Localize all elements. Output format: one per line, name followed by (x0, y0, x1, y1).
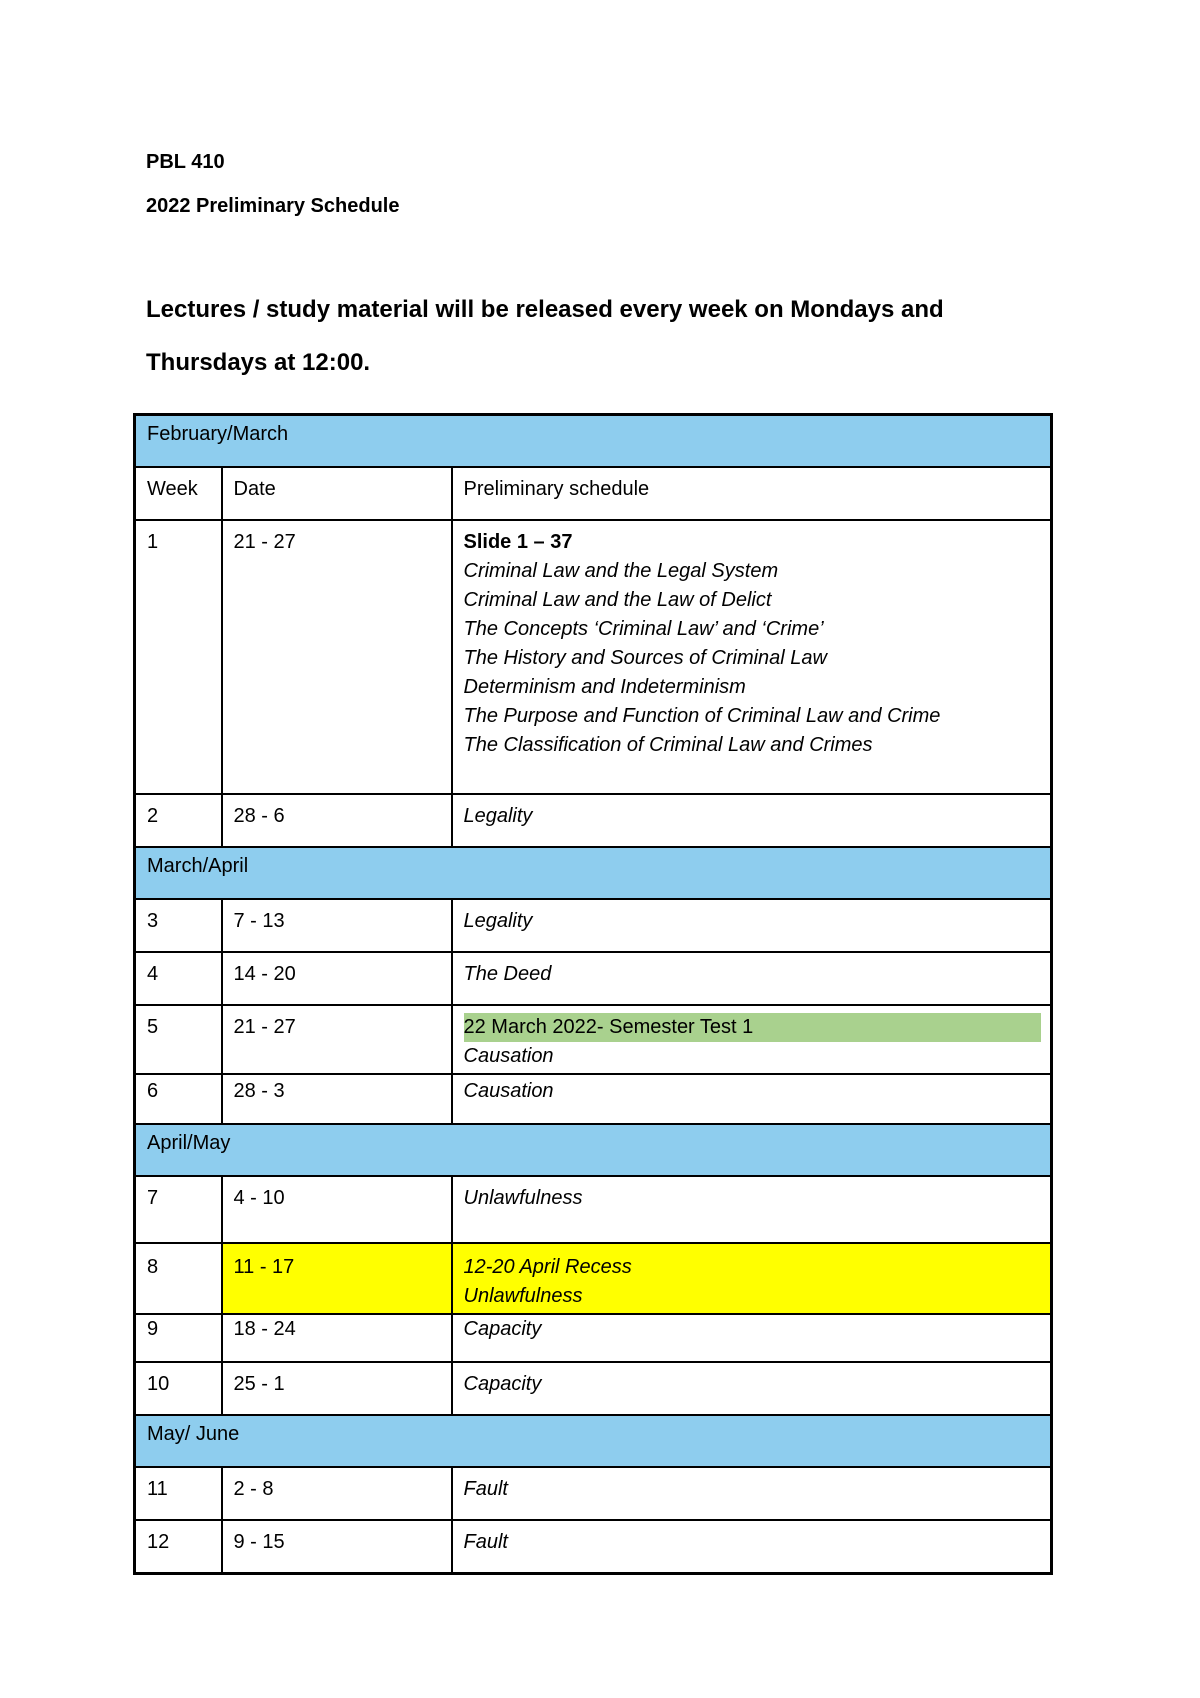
schedule-cell (452, 1467, 1052, 1520)
date-cell: 2 - 8 (222, 1467, 452, 1520)
topic-item: Unlawfulness (463, 1285, 583, 1307)
topic-item: Criminal Law and the Legal System (463, 560, 779, 582)
period-label: May/ June (135, 1415, 1052, 1467)
week-cell: 4 (135, 952, 222, 1005)
schedule-cell (452, 520, 1052, 794)
topic-item: Causation (463, 1080, 554, 1102)
date-cell: 14 - 20 (222, 952, 452, 1005)
topic-item: The Concepts ‘Criminal Law’ and ‘Crime’ (463, 618, 824, 640)
date-cell: 18 - 24 (222, 1314, 452, 1362)
date-cell: 7 - 13 (222, 899, 452, 952)
date-cell: 21 - 27 (222, 1005, 452, 1074)
week-cell: 3 (135, 899, 222, 952)
topic-item: Causation (463, 1045, 554, 1067)
date-cell: 9 - 15 (222, 1520, 452, 1574)
period-row-april-may (135, 1124, 1052, 1176)
date-cell: 4 - 10 (222, 1176, 452, 1243)
week-cell: 12 (135, 1520, 222, 1574)
schedule-cell (452, 1520, 1052, 1574)
period-label: February/March (135, 415, 1052, 468)
schedule-cell (452, 1005, 1052, 1074)
topic-item: The History and Sources of Criminal Law (463, 647, 827, 669)
table-row (135, 794, 1052, 847)
period-label: April/May (135, 1124, 1052, 1176)
column-header-schedule: Preliminary schedule (452, 467, 1052, 520)
table-header-row (135, 467, 1052, 520)
table-row (135, 952, 1052, 1005)
period-row-may-june (135, 1415, 1052, 1467)
week-cell: 5 (135, 1005, 222, 1074)
schedule-cell (452, 1314, 1052, 1362)
week-cell: 7 (135, 1176, 222, 1243)
schedule-cell (452, 899, 1052, 952)
week-cell: 2 (135, 794, 222, 847)
recess-note: 12-20 April Recess (463, 1256, 632, 1278)
table-row (135, 520, 1052, 794)
schedule-cell (452, 1074, 1052, 1124)
period-row-march-april (135, 847, 1052, 899)
table-row-recess (135, 1243, 1052, 1314)
column-header-date: Date (222, 467, 452, 520)
course-code: PBL 410 (146, 151, 225, 173)
table-row (135, 1176, 1052, 1243)
week-cell: 11 (135, 1467, 222, 1520)
topic-item: Criminal Law and the Law of Delict (463, 589, 772, 611)
schedule-cell (452, 1243, 1052, 1314)
week-cell: 8 (135, 1243, 222, 1314)
date-cell: 21 - 27 (222, 520, 452, 794)
date-cell: 28 - 6 (222, 794, 452, 847)
topic-item: Unlawfulness (463, 1187, 583, 1209)
topic-item: The Classification of Criminal Law and Crimes (463, 734, 873, 756)
column-header-week: Week (135, 467, 222, 520)
period-row-feb-march (135, 415, 1052, 468)
week-cell: 10 (135, 1362, 222, 1415)
topic-item: Capacity (463, 1318, 542, 1340)
schedule-table (133, 413, 1053, 1575)
date-cell: 28 - 3 (222, 1074, 452, 1124)
table-row (135, 1362, 1052, 1415)
topic-item: Fault (463, 1478, 508, 1500)
week-cell: 1 (135, 520, 222, 794)
topic-item: Capacity (463, 1373, 542, 1395)
topic-item: Determinism and Indeterminism (463, 676, 746, 698)
table-row (135, 899, 1052, 952)
slide-range: Slide 1 – 37 (463, 531, 573, 553)
schedule-cell (452, 1176, 1052, 1243)
semester-test-highlight: 22 March 2022- Semester Test 1 (464, 1013, 1042, 1042)
topic-item: The Purpose and Function of Criminal Law and Crime (463, 705, 941, 727)
period-label: March/April (135, 847, 1052, 899)
table-row (135, 1074, 1052, 1124)
schedule-cell (452, 794, 1052, 847)
table-row (135, 1520, 1052, 1574)
topic-item: Fault (463, 1531, 508, 1553)
week-cell: 6 (135, 1074, 222, 1124)
table-row (135, 1467, 1052, 1520)
release-notice: Lectures / study material will be released every week on Mondays and Thursdays at 12:00. (146, 296, 944, 376)
topic-item: Legality (463, 910, 533, 932)
schedule-cell (452, 952, 1052, 1005)
table-row (135, 1005, 1052, 1074)
date-cell: 11 - 17 (222, 1243, 452, 1314)
document-subtitle: 2022 Preliminary Schedule (146, 195, 400, 217)
topic-item: Legality (463, 805, 533, 827)
schedule-cell (452, 1362, 1052, 1415)
week-cell: 9 (135, 1314, 222, 1362)
date-cell: 25 - 1 (222, 1362, 452, 1415)
table-row (135, 1314, 1052, 1362)
topic-item: The Deed (463, 963, 552, 985)
